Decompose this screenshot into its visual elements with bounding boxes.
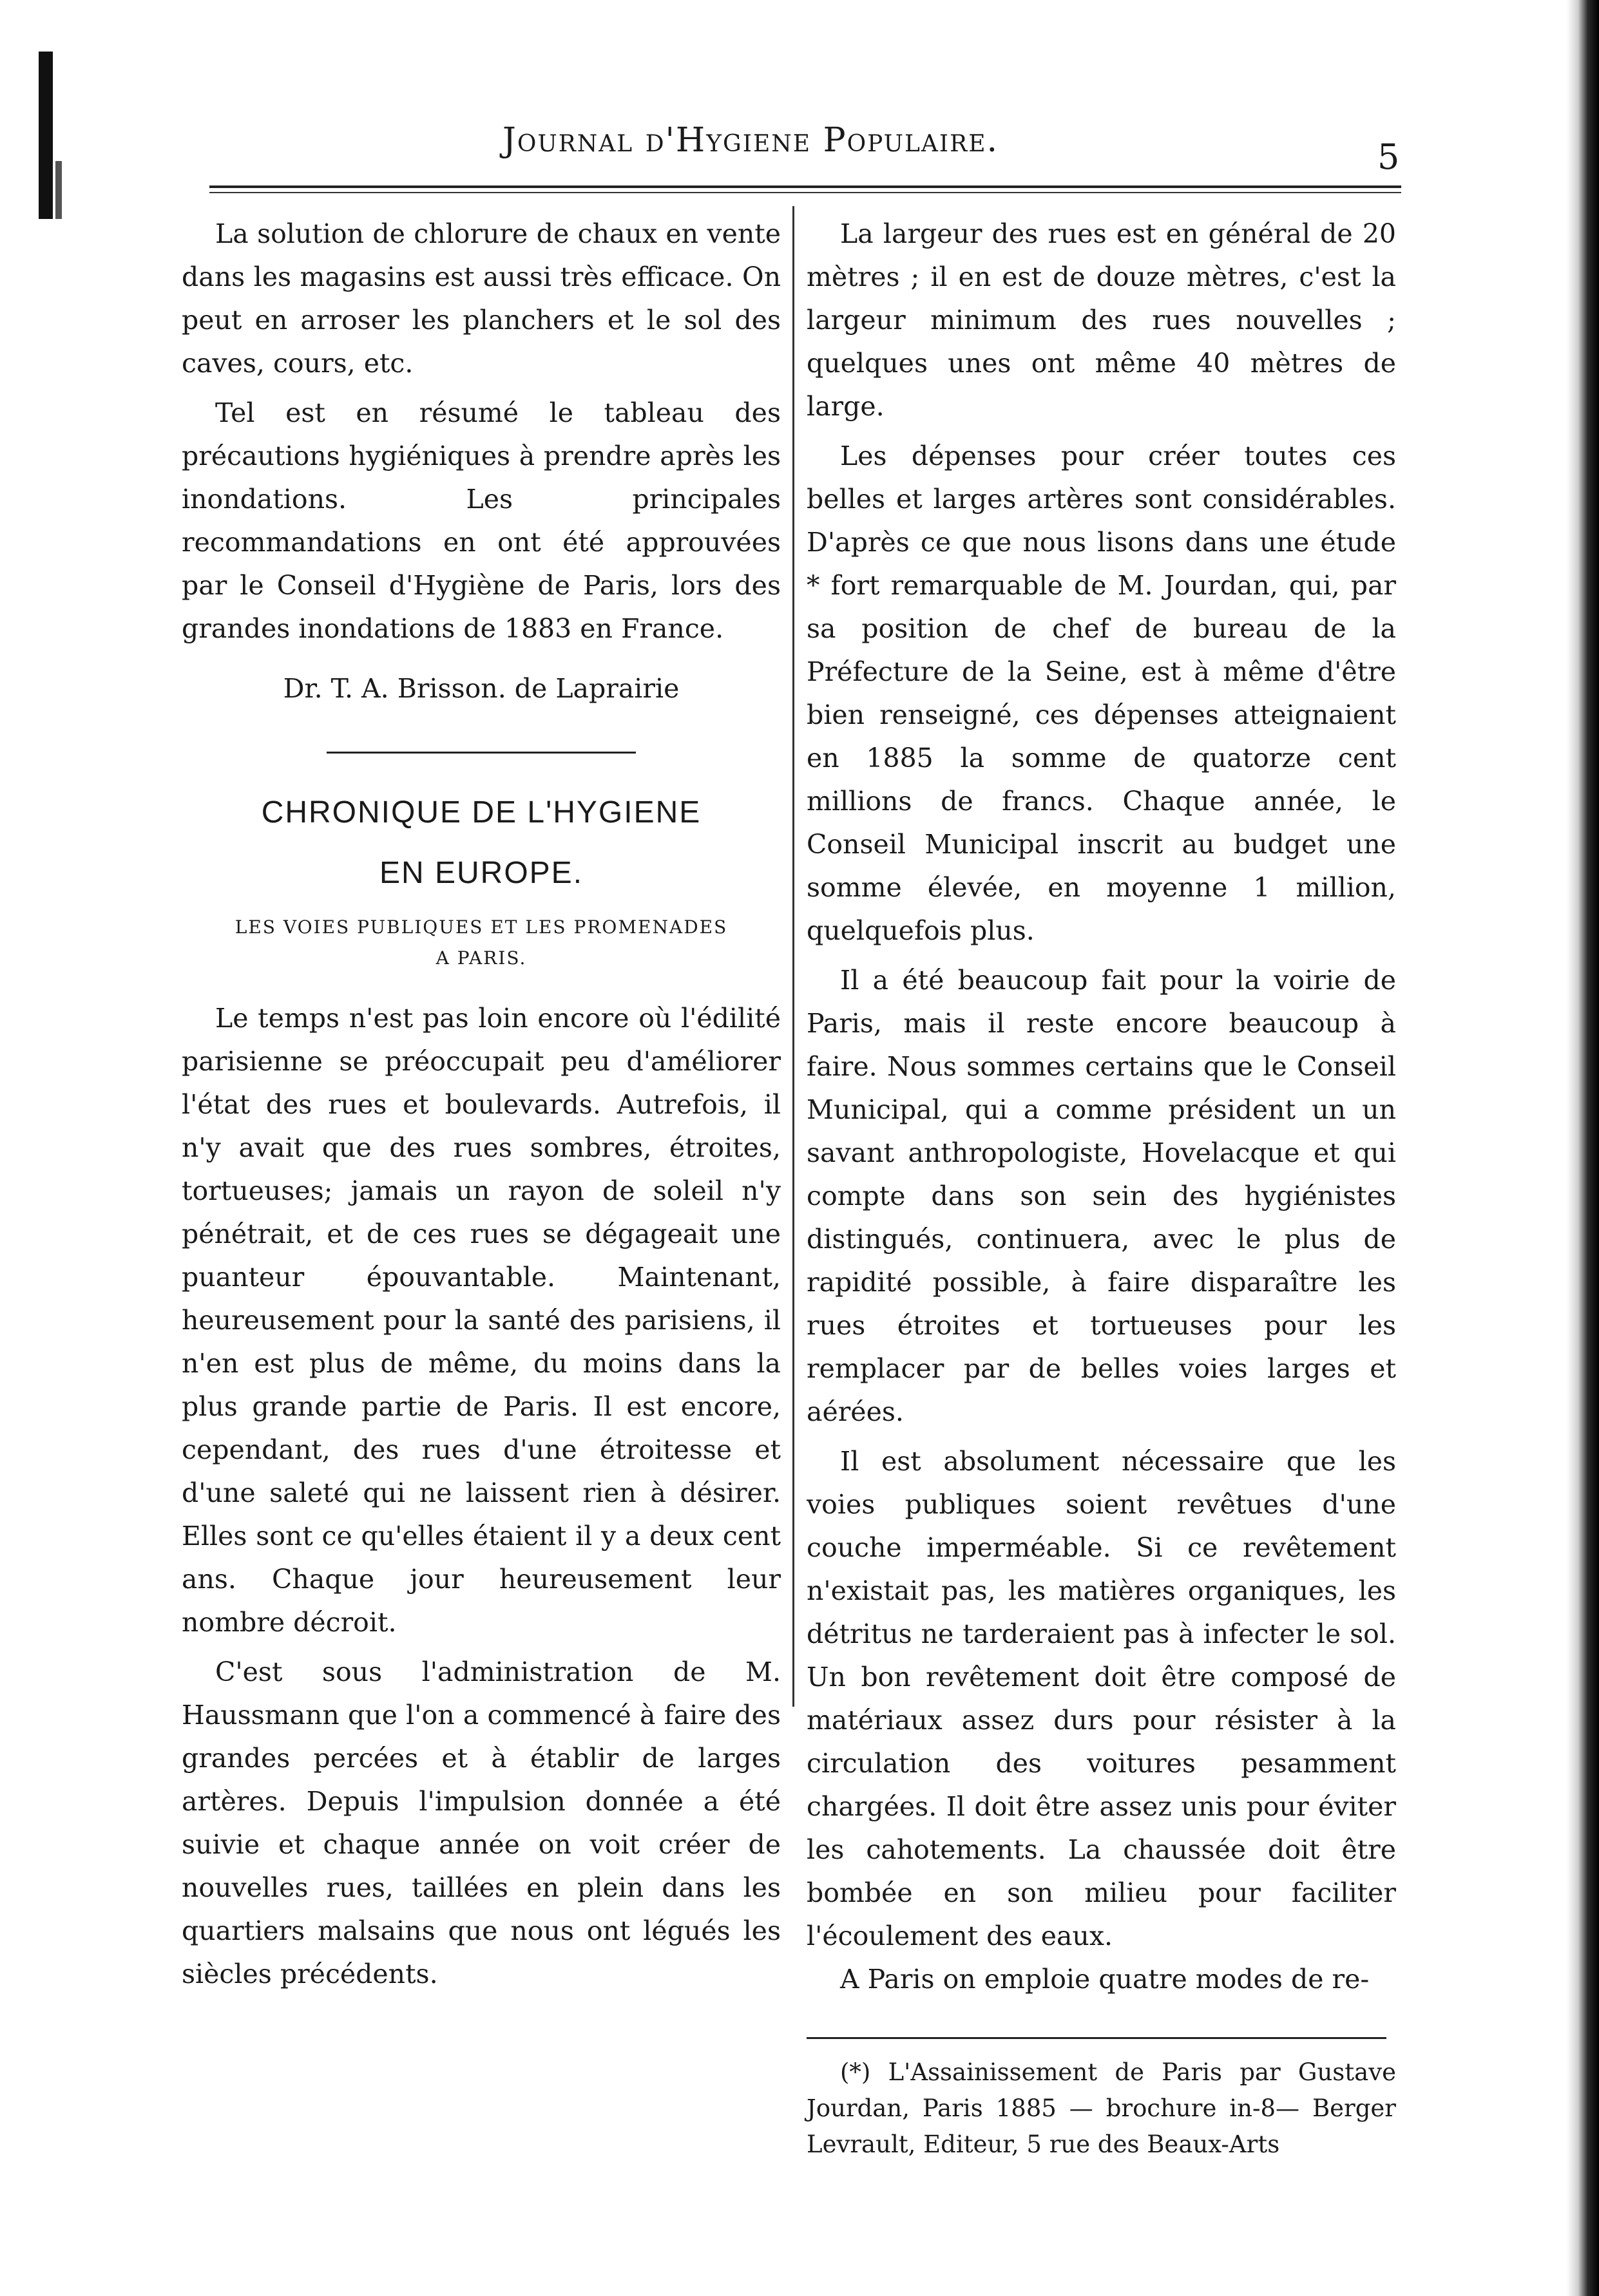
paragraph: C'est sous l'administration de M. Haussmann que l'on a commencé à faire des grandes percées et à établir de larges artères. Depuis l'impulsion donnée a été suivie et chaque année on voit créer de nouvelles rues, taillées en plein dans les quartiers malsains que nous ont légués les siècles précédents. bbox=[182, 1656, 781, 1989]
footnote: (*) L'Assainissement de Paris par Gustave Jourdan, Paris 1885 — brochure in-8— Berger Levrault, Editeur, 5 rue des Beaux-Arts bbox=[807, 2058, 1396, 2158]
paragraph: Les dépenses pour créer toutes ces belles et larges artères sont considérables. D'après ce que nous lisons dans une étude * fort remarquable de M. Jourdan, qui, par sa position de chef de bureau de la Préfecture de la Seine, est à même d'être bien renseigné, ces dépenses atteignaient en 1885 la somme de quatorze cent millions de francs. Chaque année, le Conseil Municipal inscrit au budget une somme élevée, en moyenne 1 million, quelquefois plus. bbox=[807, 441, 1396, 946]
footnote-rule bbox=[807, 2037, 1386, 2039]
page-number: 5 bbox=[1377, 137, 1400, 177]
paragraph: La largeur des rues est en général de 20 mètres ; il en est de douze mètres, c'est la largeur minimum des rues nouvelles ; quelques unes ont même 40 mètres de large. bbox=[807, 218, 1396, 422]
paragraph: La solution de chlorure de chaux en vente dans les magasins est aussi très efficace. On peut en arroser les planchers et le sol des caves, cours, etc. bbox=[182, 218, 781, 379]
section-title: EN EUROPE. bbox=[379, 856, 584, 890]
page-edge-shadow bbox=[1567, 0, 1599, 2296]
paragraph: A Paris on emploie quatre modes de re- bbox=[840, 1964, 1370, 1995]
paragraph: Il a été beaucoup fait pour la voirie de Paris, mais il reste encore beaucoup à faire. Nous sommes certains que le Conseil Municipal, qui a comme président un un savant anthropologiste, Hovelacque et qui compte dans son sein des hygiénistes distingués, continuera, avec le plus de rapidité possible, à faire disparaître les rues étroites et tortueuses pour les remplacer par de belles voies larges et aérées. bbox=[807, 965, 1396, 1427]
header-rule bbox=[209, 185, 1401, 193]
section-separator bbox=[327, 752, 636, 754]
paragraph: Il est absolument nécessaire que les voies publiques soient revêtues d'une couche imperméable. Si ce revêtement n'existait pas, les matières organiques, les détritus ne tarderaient pas à infecter le sol. Un bon revêtement doit être composé de matériaux assez durs pour résister à la circulation des voitures pesamment chargées. Il doit être assez unis pour éviter les cahotements. La chaussée doit être bombée en son milieu pour faciliter l'écoulement des eaux. bbox=[807, 1446, 1396, 1951]
paragraph: Le temps n'est pas loin encore où l'édilité parisienne se préoccupait peu d'améliorer l'état des rues et boulevards. Autrefois, il n'y avait que des rues sombres, étroites, tortueuses; jamais un rayon de soleil n'y pénétrait, et de ces rues se dégageait une puanteur épouvantable. Maintenant, heureusement pour la santé des parisiens, il n'en est plus de même, du moins dans la plus grande partie de Paris. Il est encore, cependant, des rues d'une étroitesse et d'une saleté qui ne laissent rien à désirer. Elles sont ce qu'elles étaient il y a deux cent ans. Chaque jour heureusement leur nombre décroit. bbox=[182, 1003, 781, 1638]
page-edge-mark bbox=[39, 52, 53, 219]
running-header: Journal d'Hygiene Populaire. bbox=[503, 121, 999, 160]
section-subtitle: A PARIS. bbox=[436, 947, 527, 969]
right-column bbox=[807, 213, 1396, 2163]
section-title: CHRONIQUE DE L'HYGIENE bbox=[261, 795, 702, 830]
left-column bbox=[182, 213, 781, 1996]
page-edge-mark bbox=[55, 161, 62, 219]
section-subtitle: LES VOIES PUBLIQUES ET LES PROMENADES bbox=[235, 916, 728, 938]
author-signature: Dr. T. A. Brisson. de Laprairie bbox=[283, 673, 680, 704]
paragraph: Tel est en résumé le tableau des précautions hygiéniques à prendre après les inondations. Les principales recommandations en ont été approuvées par le Conseil d'Hygiène de Paris, lors des grandes inondations de 1883 en France. bbox=[182, 397, 781, 644]
column-divider bbox=[792, 206, 794, 1707]
